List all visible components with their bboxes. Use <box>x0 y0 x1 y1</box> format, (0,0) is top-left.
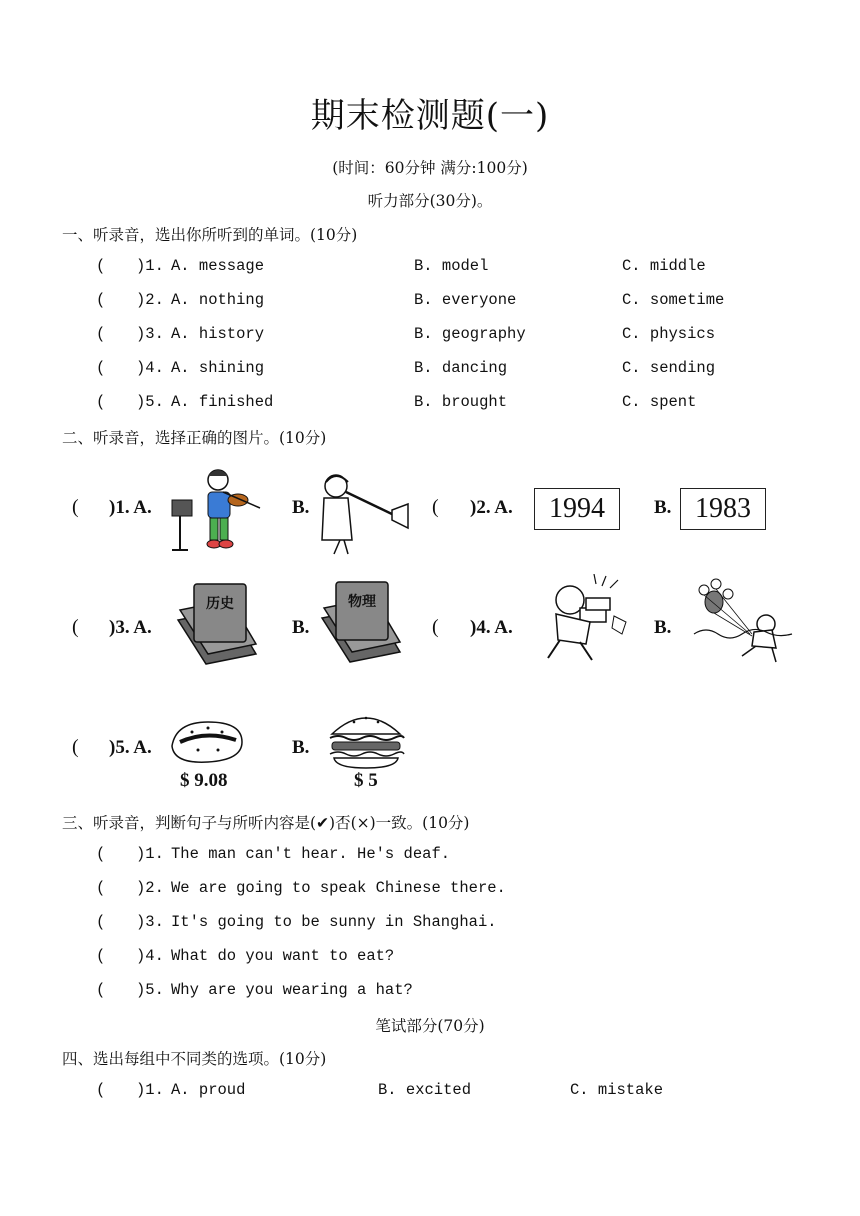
answer-paren[interactable]: ( <box>96 325 106 343</box>
option-c: C. middle <box>622 257 706 275</box>
question-number: )3. <box>136 325 164 343</box>
statement-text: We are going to speak Chinese there. <box>171 879 506 897</box>
answer-paren[interactable]: ( <box>96 393 106 411</box>
option-b-label: B. <box>654 617 672 638</box>
physics-book-image[interactable] <box>316 578 402 672</box>
question-number: )3. A. <box>109 617 152 638</box>
option-b-label: B. <box>654 497 672 518</box>
answer-paren[interactable]: ( <box>96 359 106 377</box>
answer-paren[interactable]: ( <box>432 496 439 518</box>
option-b-label: B. <box>292 737 310 758</box>
hamburger-image[interactable] <box>326 708 406 770</box>
listening-part-header: 听力部分(30分)。 <box>367 192 493 210</box>
question-number: )1. <box>136 845 164 863</box>
option-a: A. message <box>171 257 265 275</box>
written-part-header: 笔试部分(70分) <box>375 1017 485 1035</box>
option-b-label: B. <box>292 617 310 638</box>
section3-heading: 三、听录音，判断句子与所听内容是(✔)否(×)一致。(10分) <box>62 814 470 832</box>
answer-paren[interactable]: ( <box>96 913 106 931</box>
statement-text: Why are you wearing a hat? <box>171 981 413 999</box>
option-a: A. history <box>171 325 265 343</box>
book-title-history: 历史 <box>206 596 234 612</box>
year-card-1983[interactable]: 1983 <box>680 488 766 530</box>
trumpet-player-image[interactable] <box>318 470 410 556</box>
question-number: )1. A. <box>109 497 152 518</box>
answer-paren[interactable]: ( <box>96 257 106 275</box>
option-a: A. nothing <box>171 291 265 309</box>
question-number: )4. <box>136 947 164 965</box>
answer-paren[interactable]: ( <box>96 981 106 999</box>
answer-paren[interactable]: ( <box>96 1081 106 1099</box>
question-number: )5. A. <box>109 737 152 758</box>
question-number: )2. <box>136 291 164 309</box>
question-number: )1. <box>136 1081 164 1099</box>
option-a: A. finished <box>171 393 274 411</box>
option-a: A. shining <box>171 359 265 377</box>
option-b: B. geography <box>414 325 526 343</box>
question-number: )2. A. <box>470 497 513 518</box>
answer-paren[interactable]: ( <box>96 291 106 309</box>
section2-heading: 二、听录音，选择正确的图片。(10分) <box>62 429 327 447</box>
hotdog-image[interactable] <box>168 716 246 768</box>
option-b-label: B. <box>292 497 310 518</box>
price-hotdog: $ 9.08 <box>180 770 228 791</box>
page-title: 期末检测题(一) <box>310 96 550 136</box>
question-number: )1. <box>136 257 164 275</box>
question-number: )4. <box>136 359 164 377</box>
statement-text: It's going to be sunny in Shanghai. <box>171 913 497 931</box>
question-number: )3. <box>136 913 164 931</box>
option-b: B. excited <box>378 1081 472 1099</box>
answer-paren[interactable]: ( <box>96 879 106 897</box>
girl-with-balloons-image[interactable] <box>692 576 798 668</box>
option-c: C. physics <box>622 325 716 343</box>
history-book-image[interactable] <box>172 580 258 674</box>
option-b: B. brought <box>414 393 508 411</box>
answer-paren[interactable]: ( <box>432 616 439 638</box>
option-b: B. dancing <box>414 359 508 377</box>
year-card-1994[interactable]: 1994 <box>534 488 620 530</box>
answer-paren[interactable]: ( <box>96 947 106 965</box>
option-c: C. sending <box>622 359 716 377</box>
question-number: )5. <box>136 393 164 411</box>
answer-paren[interactable]: ( <box>72 736 79 758</box>
option-b: B. everyone <box>414 291 517 309</box>
option-c: C. sometime <box>622 291 725 309</box>
section4-heading: 四、选出每组中不同类的选项。(10分) <box>62 1050 327 1068</box>
option-a: A. proud <box>171 1081 246 1099</box>
exam-meta: (时间：60分钟 满分:100分) <box>332 159 528 177</box>
answer-paren[interactable]: ( <box>72 496 79 518</box>
option-c: C. mistake <box>570 1081 664 1099</box>
question-number: )5. <box>136 981 164 999</box>
book-title-physics: 物理 <box>348 594 376 610</box>
answer-paren[interactable]: ( <box>96 845 106 863</box>
section1-heading: 一、听录音，选出你所听到的单词。(10分) <box>62 226 358 244</box>
price-hamburger: $ 5 <box>354 770 378 791</box>
option-b: B. model <box>414 257 489 275</box>
boy-carrying-boxes-image[interactable] <box>536 574 636 670</box>
statement-text: The man can't hear. He's deaf. <box>171 845 451 863</box>
statement-text: What do you want to eat? <box>171 947 395 965</box>
answer-paren[interactable]: ( <box>72 616 79 638</box>
question-number: )2. <box>136 879 164 897</box>
option-c: C. spent <box>622 393 697 411</box>
violin-player-image[interactable] <box>168 462 262 556</box>
question-number: )4. A. <box>470 617 513 638</box>
